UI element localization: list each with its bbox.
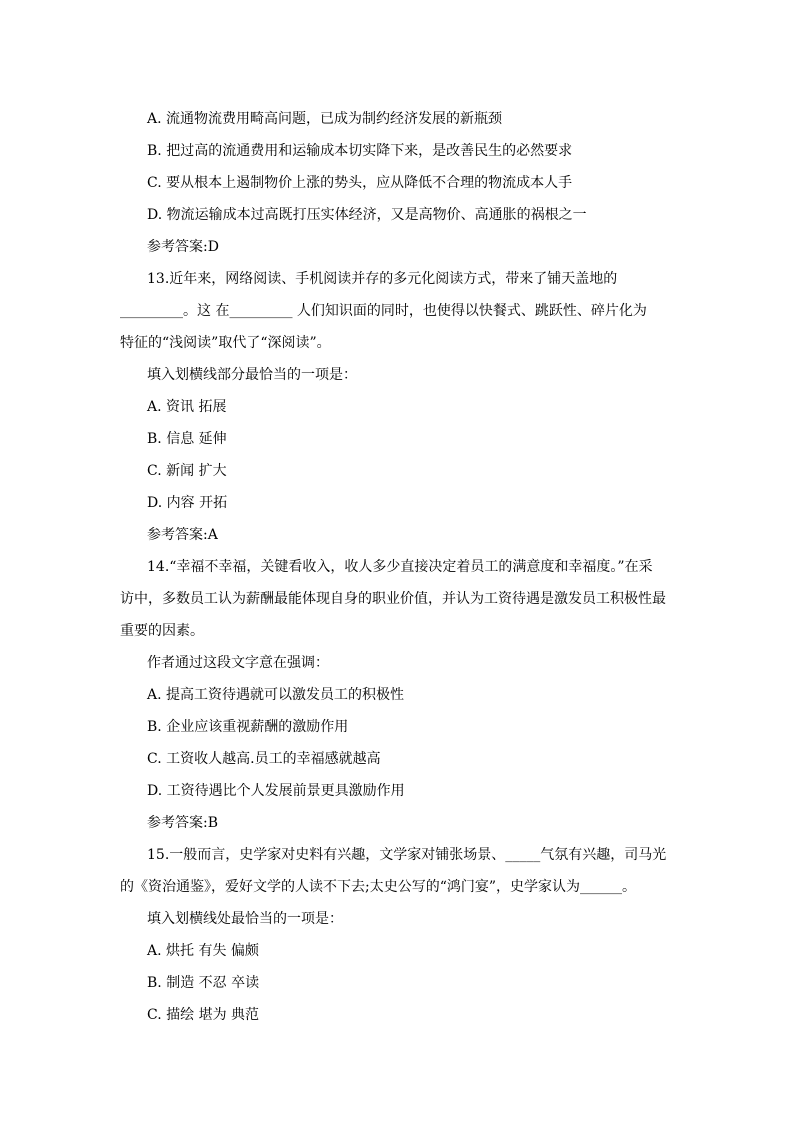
q12-option-c: C. 要从根本上遏制物价上涨的势头，应从降低不合理的物流成本人手 [147,175,573,191]
q14-option-b: B. 企业应该重视薪酬的激励作用 [147,719,349,735]
q14-stem-line-1: 14.“幸福不幸福，关键看收入，收人多少直接决定着员工的满意度和幸福度。”在采 [147,559,653,575]
q14-stem-line-2: 访中，多数员工认为薪酬最能体现自身的职业价值，并认为工资待遇是激发员工积极性最 [120,591,666,607]
q12-option-d: D. 物流运输成本过高既打压实体经济，又是高物价、高通胀的祸根之一 [147,207,587,223]
q12-answer: 参考答案:D [147,239,219,255]
q14-option-c: C. 工资收人越高.员工的幸福感就越高 [147,751,381,767]
q13-stem-line-1: 13.近年来，网络阅读、手机阅读并存的多元化阅读方式，带来了铺天盖地的 [147,271,618,287]
q12-option-b: B. 把过高的流通费用和运输成本切实降下来，是改善民生的必然要求 [147,143,573,159]
q13-answer: 参考答案:A [147,527,218,543]
q13-prompt: 填入划横线部分最恰当的一项是： [147,367,357,383]
q15-option-b: B. 制造 不忍 卒读 [147,975,260,991]
q15-option-c: C. 描绘 堪为 典范 [147,1007,260,1023]
q13-option-a: A. 资讯 拓展 [147,399,227,415]
q15-stem-line-2: 的《资治通鉴》，爱好文学的人读不下去;太史公写的“鸿门宴”，史学家认为______。 [120,879,637,895]
q12-option-a: A. 流通物流费用畸高问题，已成为制约经济发展的新瓶颈 [147,111,503,127]
q13-option-c: C. 新闻 扩大 [147,463,227,479]
q15-stem-line-1: 15.一般而言，史学家对史料有兴趣，文学家对铺张场景、_____气氛有兴趣，司马光 [147,847,667,863]
q14-answer: 参考答案:B [147,815,219,831]
q14-prompt: 作者通过这段文字意在强调： [147,655,329,671]
q13-option-d: D. 内容 开拓 [147,495,228,511]
q13-option-b: B. 信息 延伸 [147,431,227,447]
q14-option-a: A. 提高工资待遇就可以激发员工的积极性 [147,687,405,703]
q14-stem-line-3: 重要的因素。 [120,623,204,639]
q15-prompt: 填入划横线处最恰当的一项是： [147,911,343,927]
q14-option-d: D. 工资待遇比个人发展前景更具激励作用 [147,783,405,799]
q13-stem-line-3: 特征的“浅阅读”取代了“深阅读”。 [120,335,331,351]
q13-stem-line-2: _________。这 在_________ 人们知识面的同时，也使得以快餐式、跳跃性、碎片化为 [120,303,647,319]
q15-option-a: A. 烘托 有失 偏颇 [147,943,259,959]
